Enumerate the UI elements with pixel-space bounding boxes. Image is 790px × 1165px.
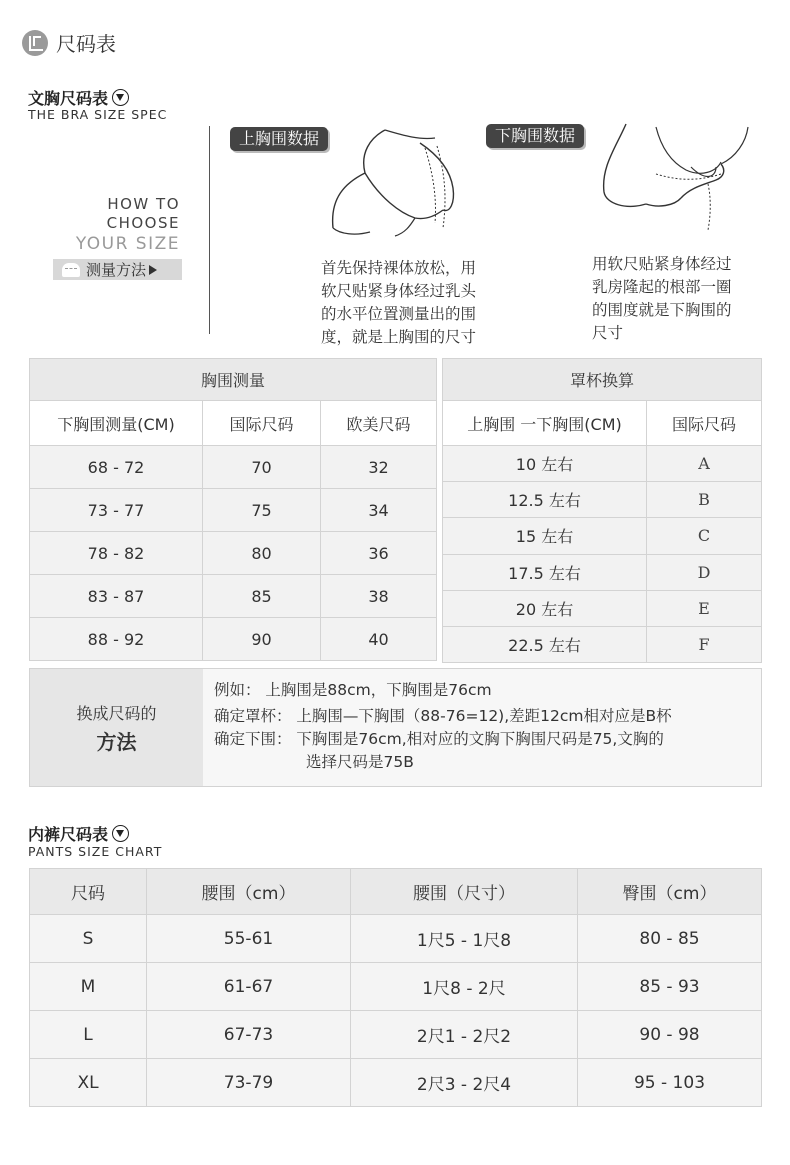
upper-bust-description (321, 257, 476, 349)
table-cell: 75 (203, 489, 321, 532)
table-cell: 88 - 92 (30, 618, 203, 661)
lower-desc-line-4: 尺寸 (592, 324, 624, 342)
bust-header-cell: 欧美尺码 (321, 401, 437, 446)
table-cell: 61-67 (147, 963, 351, 1011)
table-cell: 20 左右 (443, 590, 647, 626)
page-header (22, 28, 116, 57)
table-cell: M (30, 963, 147, 1011)
lower-desc-line-3: 的围度就是下胸围的 (592, 301, 732, 319)
table-cell: 83 - 87 (30, 575, 203, 618)
pants-header-cell: 腰围（尺寸） (351, 869, 578, 915)
table-cell: XL (30, 1059, 147, 1107)
table-cell: 85 (203, 575, 321, 618)
table-cell: 95 - 103 (578, 1059, 762, 1107)
table-cell: L (30, 1011, 147, 1059)
tape-measure-icon (62, 263, 80, 277)
table-cell: C (647, 518, 762, 554)
cup-conversion-table (442, 358, 762, 663)
table-row (30, 575, 437, 618)
play-arrow-icon (149, 265, 157, 275)
table-cell: 73-79 (147, 1059, 351, 1107)
method-line-4: 选择尺码是75B (306, 753, 414, 771)
table-cell: 22.5 左右 (443, 626, 647, 662)
lower-bust-description (592, 253, 732, 345)
table-cell: 2尺3 - 2尺4 (351, 1059, 578, 1107)
table-row (443, 518, 762, 554)
arrow-down-circle-icon (112, 825, 129, 842)
pants-size-table (29, 868, 762, 1107)
table-cell: A (647, 446, 762, 482)
page-title: 尺码表 (56, 32, 116, 56)
table-row (30, 618, 437, 661)
bra-section-title (28, 86, 129, 109)
table-cell: 10 左右 (443, 446, 647, 482)
table-cell: 90 - 98 (578, 1011, 762, 1059)
table-cell: 38 (321, 575, 437, 618)
table-row (30, 1011, 762, 1059)
table-cell: 32 (321, 446, 437, 489)
pants-header-cell: 尺码 (30, 869, 147, 915)
lower-desc-line-1: 用软尺贴紧身体经过 (592, 255, 732, 273)
method-label-line-1: 换成尺码的 (76, 703, 157, 723)
upper-bust-label: 上胸围数据 (230, 127, 328, 151)
table-cell: 2尺1 - 2尺2 (351, 1011, 578, 1059)
table-cell: E (647, 590, 762, 626)
table-cell: 85 - 93 (578, 963, 762, 1011)
upper-desc-line-4: 度，就是上胸围的尺寸 (321, 328, 477, 346)
table-row (30, 532, 437, 575)
ruler-icon (22, 30, 48, 56)
lower-bust-label: 下胸围数据 (486, 124, 584, 148)
upper-bust-illustration (325, 128, 470, 238)
bra-title-text: 文胸尺码表 (28, 89, 109, 108)
table-cell: 80 (203, 532, 321, 575)
bust-table-title: 胸围测量 (30, 359, 437, 401)
pants-header-cell: 臀围（cm） (578, 869, 762, 915)
bust-measurement-table (29, 358, 437, 661)
method-line-3: 确定下围： 下胸围是76cm,相对应的文胸下胸围尺码是75,文胸的 (214, 730, 664, 748)
table-row (30, 963, 762, 1011)
table-cell: 73 - 77 (30, 489, 203, 532)
divider-line (209, 126, 210, 334)
how-to-choose (76, 195, 180, 255)
howto-line-3: YOUR SIZE (75, 234, 180, 254)
upper-desc-line-3: 的水平位置测量出的围 (321, 305, 477, 323)
pants-title-text: 内裤尺码表 (28, 825, 109, 844)
table-cell: 68 - 72 (30, 446, 203, 489)
table-cell: D (647, 554, 762, 590)
table-row (443, 482, 762, 518)
table-row (30, 915, 762, 963)
arrow-down-circle-icon (112, 89, 129, 106)
table-cell: 15 左右 (443, 518, 647, 554)
method-label (30, 669, 203, 786)
table-cell: 80 - 85 (578, 915, 762, 963)
table-cell: 78 - 82 (30, 532, 203, 575)
table-row (443, 590, 762, 626)
table-cell: F (647, 626, 762, 662)
measure-method-label: 测量方法 (86, 261, 147, 279)
method-line-2: 确定罩杯： 上胸围—下胸围（88-76=12),差距12cm相对应是B杯 (214, 707, 672, 725)
table-cell: 70 (203, 446, 321, 489)
table-cell: 40 (321, 618, 437, 661)
table-row (443, 554, 762, 590)
table-cell: 17.5 左右 (443, 554, 647, 590)
conversion-method-box (29, 668, 762, 787)
table-cell: 90 (203, 618, 321, 661)
table-row (30, 1059, 762, 1107)
cup-table-title: 罩杯换算 (443, 359, 762, 401)
upper-desc-line-1: 首先保持裸体放松，用 (321, 259, 477, 277)
table-cell: 36 (321, 532, 437, 575)
table-row (443, 626, 762, 662)
pants-header-cell: 腰围（cm） (147, 869, 351, 915)
table-cell: 55-61 (147, 915, 351, 963)
pants-section-title (28, 822, 129, 845)
table-row (443, 446, 762, 482)
bust-header-cell: 国际尺码 (203, 401, 321, 446)
lower-desc-line-2: 乳房隆起的根部一圈 (592, 278, 732, 296)
howto-line-2: CHOOSE (106, 214, 180, 232)
table-row (30, 489, 437, 532)
table-cell: 1尺8 - 2尺 (351, 963, 578, 1011)
method-label-line-2: 方法 (96, 729, 137, 754)
method-line-1: 例如： 上胸围是88cm，下胸围是76cm (214, 681, 492, 699)
lower-bust-illustration (596, 122, 761, 232)
table-cell: 12.5 左右 (443, 482, 647, 518)
upper-desc-line-2: 软尺贴紧身体经过乳头 (321, 282, 477, 300)
measure-method-tag (53, 259, 182, 280)
table-row (30, 446, 437, 489)
table-cell: 1尺5 - 1尺8 (351, 915, 578, 963)
table-cell: S (30, 915, 147, 963)
table-cell: B (647, 482, 762, 518)
table-cell: 34 (321, 489, 437, 532)
pants-section-subtitle: PANTS SIZE CHART (28, 844, 163, 859)
method-text (214, 679, 672, 774)
bra-section-subtitle: THE BRA SIZE SPEC (28, 107, 168, 122)
bust-header-cell: 下胸围测量(CM) (30, 401, 203, 446)
howto-line-1: HOW TO (107, 195, 180, 213)
cup-header-cell: 上胸围 一下胸围(CM) (443, 401, 647, 446)
cup-header-cell: 国际尺码 (647, 401, 762, 446)
table-cell: 67-73 (147, 1011, 351, 1059)
